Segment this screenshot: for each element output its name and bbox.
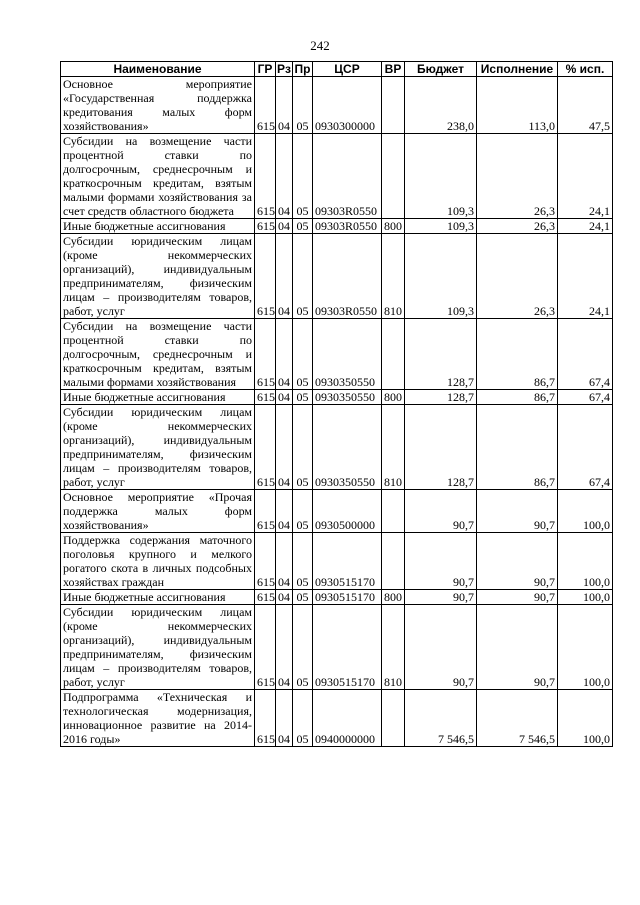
cell-pr: 05 [293,319,313,390]
cell-rz: 04 [276,490,293,533]
cell-percent: 100,0 [558,690,613,747]
header-budget: Бюджет [405,62,477,77]
cell-pr: 05 [293,134,313,219]
cell-execution: 7 546,5 [477,690,558,747]
cell-budget: 90,7 [405,590,477,605]
header-vr: ВР [382,62,405,77]
cell-pr: 05 [293,390,313,405]
cell-percent: 67,4 [558,319,613,390]
cell-csr: 0930515170 [313,605,382,690]
cell-budget: 128,7 [405,319,477,390]
cell-budget: 90,7 [405,490,477,533]
cell-rz: 04 [276,134,293,219]
cell-gr: 615 [255,490,276,533]
cell-vr: 800 [382,390,405,405]
cell-pr: 05 [293,490,313,533]
cell-pr: 05 [293,605,313,690]
cell-csr: 0930350550 [313,390,382,405]
cell-gr: 615 [255,690,276,747]
cell-budget: 109,3 [405,134,477,219]
cell-execution: 90,7 [477,490,558,533]
cell-pr: 05 [293,77,313,134]
table-row [61,234,613,319]
cell-name: Подпрограмма «Техническая и технологическая модернизация, инновационное развитие на 2014-2016 годы» [61,690,255,747]
cell-vr: 810 [382,605,405,690]
cell-execution: 26,3 [477,234,558,319]
cell-execution: 86,7 [477,405,558,490]
table-row [61,219,613,234]
cell-name: Основное мероприятие «Государственная поддержка кредитования малых форм хозяйствования» [61,77,255,134]
budget-table [60,61,613,747]
cell-gr: 615 [255,234,276,319]
cell-name: Субсидии юридическим лицам (кроме некоммерческих организаций), индивидуальным предпринимателям, физическим лицам – производителям товаров, работ, услуг [61,405,255,490]
cell-execution: 86,7 [477,319,558,390]
cell-pr: 05 [293,690,313,747]
table-row [61,77,613,134]
cell-percent: 24,1 [558,234,613,319]
cell-execution: 90,7 [477,533,558,590]
cell-percent: 100,0 [558,490,613,533]
cell-percent: 100,0 [558,605,613,690]
cell-csr: 0930300000 [313,77,382,134]
cell-vr: 800 [382,219,405,234]
cell-gr: 615 [255,390,276,405]
cell-execution: 90,7 [477,590,558,605]
cell-name: Субсидии юридическим лицам (кроме некоммерческих организаций), индивидуальным предпринимателям, физическим лицам – производителям товаров, работ, услуг [61,234,255,319]
cell-name: Основное мероприятие «Прочая поддержка малых форм хозяйствования» [61,490,255,533]
cell-vr [382,490,405,533]
cell-gr: 615 [255,319,276,390]
cell-csr: 09303R0550 [313,134,382,219]
cell-vr [382,319,405,390]
cell-execution: 26,3 [477,134,558,219]
cell-rz: 04 [276,405,293,490]
table-row [61,690,613,747]
cell-budget: 90,7 [405,533,477,590]
cell-vr [382,533,405,590]
cell-rz: 04 [276,533,293,590]
table-row [61,533,613,590]
cell-csr: 0930350550 [313,405,382,490]
cell-percent: 67,4 [558,405,613,490]
cell-execution: 86,7 [477,390,558,405]
cell-rz: 04 [276,390,293,405]
cell-percent: 100,0 [558,533,613,590]
header-execution: Исполнение [477,62,558,77]
cell-execution: 113,0 [477,77,558,134]
cell-vr [382,134,405,219]
cell-pr: 05 [293,533,313,590]
table-row [61,605,613,690]
cell-percent: 100,0 [558,590,613,605]
cell-vr: 810 [382,405,405,490]
cell-name: Иные бюджетные ассигнования [61,390,255,405]
cell-gr: 615 [255,219,276,234]
cell-budget: 128,7 [405,405,477,490]
cell-vr [382,690,405,747]
cell-csr: 0930350550 [313,319,382,390]
table-row [61,590,613,605]
cell-name: Субсидии на возмещение части процентной ставки по долгосрочным, среднесрочным и краткосрочным кредитам, взятым малыми формами хозяйствования [61,319,255,390]
cell-vr: 810 [382,234,405,319]
cell-pr: 05 [293,234,313,319]
cell-name: Поддержка содержания маточного поголовья крупного и мелкого рогатого скота в личных подсобных хозяйствах граждан [61,533,255,590]
cell-percent: 67,4 [558,390,613,405]
cell-rz: 04 [276,590,293,605]
cell-percent: 24,1 [558,219,613,234]
cell-gr: 615 [255,533,276,590]
cell-budget: 109,3 [405,219,477,234]
table-body [61,77,613,747]
cell-rz: 04 [276,690,293,747]
header-pr: Пр [293,62,313,77]
cell-name: Иные бюджетные ассигнования [61,219,255,234]
cell-csr: 0940000000 [313,690,382,747]
cell-percent: 47,5 [558,77,613,134]
cell-csr: 09303R0550 [313,219,382,234]
cell-gr: 615 [255,134,276,219]
table-row [61,319,613,390]
header-gr: ГР [255,62,276,77]
cell-pr: 05 [293,590,313,605]
table-row [61,390,613,405]
cell-pr: 05 [293,405,313,490]
header-percent: % исп. [558,62,613,77]
cell-rz: 04 [276,234,293,319]
header-name: Наименование [61,62,255,77]
cell-budget: 238,0 [405,77,477,134]
cell-budget: 128,7 [405,390,477,405]
cell-percent: 24,1 [558,134,613,219]
cell-csr: 0930515170 [313,533,382,590]
table-row [61,405,613,490]
cell-csr: 0930515170 [313,590,382,605]
cell-rz: 04 [276,319,293,390]
cell-budget: 90,7 [405,605,477,690]
header-rz: Рз [277,62,291,76]
cell-csr: 09303R0550 [313,234,382,319]
cell-execution: 26,3 [477,219,558,234]
cell-budget: 109,3 [405,234,477,319]
cell-gr: 615 [255,405,276,490]
cell-pr: 05 [293,219,313,234]
header-row [61,62,613,77]
cell-gr: 615 [255,605,276,690]
cell-name: Иные бюджетные ассигнования [61,590,255,605]
table-row [61,134,613,219]
cell-gr: 615 [255,590,276,605]
cell-vr: 800 [382,590,405,605]
cell-name: Субсидии на возмещение части процентной ставки по долгосрочным, среднесрочным и краткосрочным кредитам, взятым малыми формами хозяйствования за счет средств областного бюджета [61,134,255,219]
cell-rz: 04 [276,219,293,234]
cell-name: Субсидии юридическим лицам (кроме некоммерческих организаций), индивидуальным предпринимателям, физическим лицам – производителям товаров, работ, услуг [61,605,255,690]
cell-gr: 615 [255,77,276,134]
cell-rz: 04 [276,605,293,690]
cell-csr: 0930500000 [313,490,382,533]
table-row [61,490,613,533]
cell-execution: 90,7 [477,605,558,690]
cell-rz: 04 [276,77,293,134]
cell-budget: 7 546,5 [405,690,477,747]
header-csr: ЦСР [313,62,382,77]
cell-vr [382,77,405,134]
page-number: 242 [310,38,330,53]
